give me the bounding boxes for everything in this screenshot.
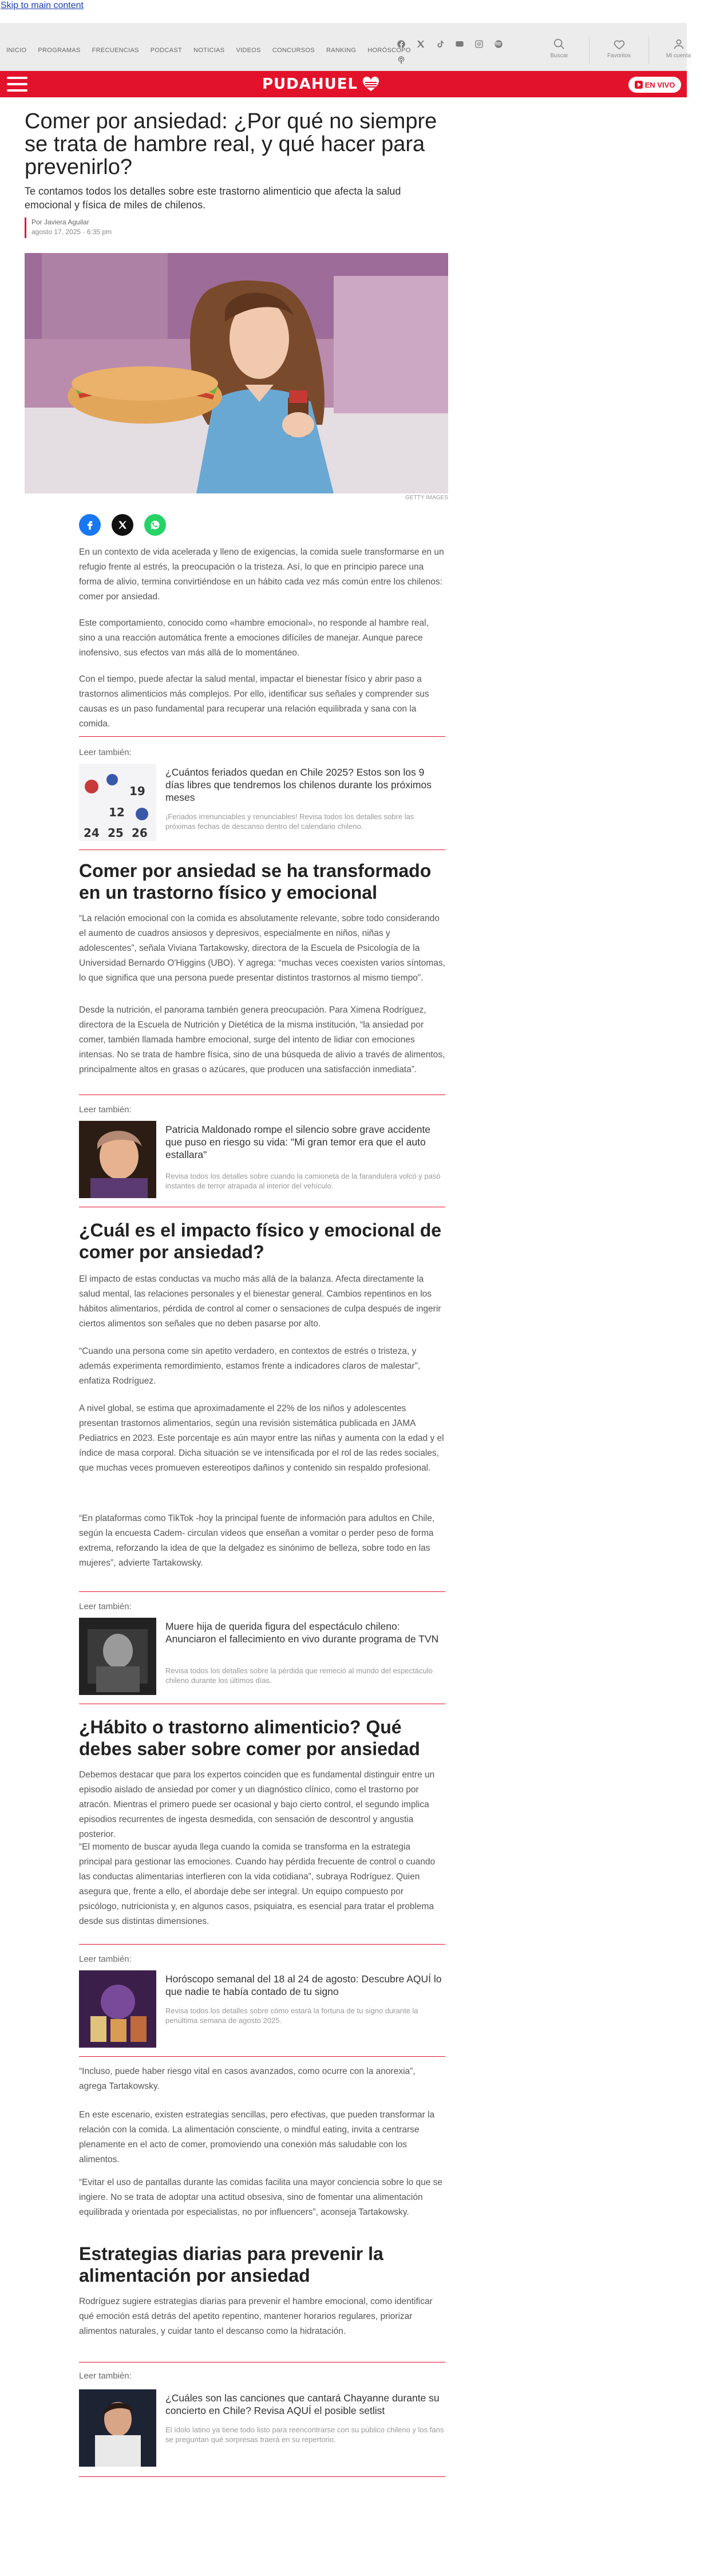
- read-also-thumbnail[interactable]: [79, 1618, 156, 1695]
- article-paragraph: “La relación emocional con la comida es absolutamente relevante, sobre todo considerando el aumento de cuadros ansiosos y depresivos, especialmente en niños, niñas y adolescentes”, señala Viviana Tartakowsky, directora de la Escuela de Psicología de la Universidad Bernardo O'Higgins (UBO). Y agrega: “muchas veces coexisten varios síntomas, lo que significa que una persona puede presentar distintos trastornos al mismo tiempo”.: [79, 914, 445, 983]
- social-links: [396, 39, 516, 65]
- brand-bar: [0, 71, 687, 97]
- read-also-card[interactable]: [79, 1970, 445, 2050]
- article-paragraph: Debemos destacar que para los expertos coinciden que es fundamental distinguir entre un episodio aislado de ansiedad por comer y un diagnóstico clínico, como el trastorno por atracón. Mientras el primero puede ser ocasional y bajo cierto control, el segundo implica episodios recurrentes de ingesta desmedida, con sensación de descontrol y angustia posterior.: [79, 1770, 435, 1839]
- nav-item-horoscopo[interactable]: HORÓSCOPO: [367, 47, 411, 54]
- article-paragraph: Rodríguez sugiere estrategias diarias para prevenir el hambre emocional, como identificar qué emoción está detrás del apetito repentino, mantener horarios regulares, priorizar alimentos naturales, y cuidar tanto el descanso como la hidratación.: [79, 2297, 433, 2336]
- top-actions: [529, 37, 708, 64]
- search-action[interactable]: [529, 37, 589, 64]
- tiktok-icon[interactable]: [435, 39, 445, 49]
- live-button-label: EN VIVO: [644, 80, 675, 89]
- read-also-thumbnail[interactable]: [79, 764, 156, 841]
- whatsapp-icon[interactable]: [144, 514, 166, 536]
- logo-text: PUDAHUEL: [262, 76, 358, 93]
- article-paragraph: En un contexto de vida acelerada y lleno de exigencias, la comida suele transformarse en un refugio frente al estrés, la preocupación o la tristeza. Así, lo que en principio parece una forma de alivio, termina convirtiéndose en un hábito cada vez más común entre los chilenos: comer por ansiedad.: [79, 547, 444, 602]
- favorites-action[interactable]: [589, 37, 648, 64]
- article-lead: Te contamos todos los detalles sobre este trastorno alimenticio que afecta la salud emocional y física de miles de chilenos.: [25, 185, 401, 211]
- divider: [79, 736, 445, 737]
- share-x-icon[interactable]: [112, 514, 133, 536]
- article-paragraph: Desde la nutrición, el panorama también genera preocupación. Para Ximena Rodríguez, directora de la Escuela de Nutrición y Dietética de la misma institución, “la ansiedad por comer, también llamada hambre emocional, surge del intento de lidiar con emociones intensas. No se trata de hambre física, sino de una búsqueda de alivio a través de alimentos, principalmente altos en grasas o azúcares, que producen una satisfacción inmediata”.: [79, 1005, 445, 1074]
- article-paragraph: Con el tiempo, puede afectar la salud mental, impactar el bienestar físico y abrir paso a trastornos alimenticios más complejos. Por ello, identificar sus señales y comprender sus causas es un paso fundamental para recuperar una relación equilibrada y sana con la comida.: [79, 674, 429, 729]
- divider: [79, 1944, 445, 1945]
- read-also-title[interactable]: Patricia Maldonado rompe el silencio sobre grave accidente que puso en riesgo su vida: "Mi gran temor era que el auto estallara": [165, 1124, 431, 1160]
- read-also-label: Leer también:: [79, 2371, 132, 2381]
- favorite-icon: [613, 38, 626, 50]
- read-also-description: Revisa todos los detalles sobre cómo estará la fortuna de tu signo durante la penúltima semana de agosto 2025.: [165, 2006, 418, 2025]
- top-nav: [5, 47, 417, 54]
- top-bar: [0, 23, 691, 71]
- read-also-description: Revisa todos los detalles sobre cuando la camioneta de la farandulera volcó y pasó instantes de terror atrapada al interior del vehículo.: [165, 1172, 441, 1190]
- nav-item-concursos[interactable]: CONCURSOS: [272, 47, 315, 54]
- heart-logo-icon: [361, 76, 381, 92]
- read-also-card[interactable]: [79, 2389, 445, 2470]
- calendar-number: 12: [109, 805, 125, 819]
- article-title: Comer por ansiedad: ¿Por qué no siempre se trata de hambre real, y qué hacer para prevenirlo?: [25, 109, 437, 179]
- nav-item-noticias[interactable]: NOTICIAS: [193, 47, 225, 54]
- article-paragraph: “Incluso, puede haber riesgo vital en casos avanzados, como ocurre con la anorexia”, agrega Tartakowsky.: [79, 2067, 416, 2091]
- play-icon: [635, 81, 643, 89]
- share-buttons: [79, 514, 166, 536]
- image-credit: GETTY IMAGES: [405, 495, 448, 501]
- article-date: agosto 17, 2025 · 6:35 pm: [31, 228, 112, 236]
- favorites-action-label: Favoritos: [607, 53, 631, 59]
- read-also-title[interactable]: Horóscopo semanal del 18 al 24 de agosto: Descubre AQUÍ lo que nadie te había contado de tu signo: [165, 1973, 442, 1997]
- article-paragraph: “En plataformas como TikTok -hoy la principal fuente de información para adultos en Chile, según la encuesta Cadem- circulan videos que enseñan a vomitar o perder peso de forma extrema, reforzando la idea de que la delgadez es sinónimo de belleza, sobre todo en las mujeres”, advierte Tartakowsky.: [79, 1514, 435, 1568]
- search-icon: [553, 38, 565, 50]
- search-action-label: Buscar: [550, 53, 568, 59]
- facebook-icon[interactable]: [396, 39, 406, 49]
- read-also-description: Revisa todos los detalles sobre la pérdida que remeció al mundo del espectáculo chileno durante los últimos días.: [165, 1666, 433, 1685]
- account-action-label: Mi cuenta: [666, 53, 691, 59]
- calendar-number: 25: [108, 826, 124, 840]
- read-also-description: ¡Feriados irrenunciables y renunciables! Revisa todos los detalles sobre las próximas fechas de descanso dentro del calendario chileno.: [165, 812, 414, 831]
- nav-item-videos[interactable]: VIDEOS: [236, 47, 261, 54]
- menu-icon[interactable]: [7, 77, 27, 92]
- read-also-card[interactable]: [79, 1618, 445, 1698]
- article-paragraph: En este escenario, existen estrategias sencillas, pero efectivas, que pueden transformar la relación con la comida. La alimentación consciente, o mindful eating, invita a centrarse plenamente en el acto de comer, promoviendo una conexión más saludable con los alimentos.: [79, 2110, 435, 2164]
- account-action[interactable]: [648, 37, 708, 64]
- article-paragraph: “El momento de buscar ayuda llega cuando la comida se transforma en la estrategia principal para gestionar las emociones. Cuando hay pérdida frecuente de control o cuando las conductas alimentarias interfieren con la vida cotidiana”, subraya Rodríguez. Quien asegura que, frente a ello, el abordaje debe ser integral. Un equipo compuesto por psicólogo, nutricionista y, en algunos casos, psiquiatra, es esencial para tratar el problema desde sus distintas dimensiones.: [79, 1842, 436, 1926]
- read-also-title[interactable]: Muere hija de querida figura del espectáculo chileno: Anunciaron el fallecimiento en vivo durante programa de TVN: [165, 1621, 439, 1645]
- article-paragraph: A nivel global, se estima que aproximadamente el 22% de los niños y adolescentes presentan trastornos alimentarios, según una revisión sistemática publicada en JAMA Pediatrics en 2023. Este porcentaje es aún mayor entre las niñas y aumenta con la edad y el índice de masa corporal. Dicha situación se ve intensificada por el rol de las redes sociales, que muchas veces promueven estereotipos dañinos y contenido sin respaldo profesional.: [79, 1404, 444, 1473]
- skip-to-content-link[interactable]: Skip to main content: [1, 1, 84, 10]
- calendar-number: 24: [84, 826, 100, 840]
- live-button[interactable]: [628, 77, 681, 93]
- nav-item-inicio[interactable]: INICIO: [6, 47, 27, 54]
- section-heading: ¿Cuál es el impacto físico y emocional de comer por ansiedad?: [79, 1220, 442, 1262]
- article-paragraph: “Cuando una persona come sin apetito verdadero, en contextos de estrés o tristeza, y además experimenta remordimiento, estamos frente a indicadores claros de malestar”, enfatiza Rodríguez.: [79, 1346, 421, 1386]
- divider: [79, 1591, 445, 1592]
- read-also-label: Leer también:: [79, 1602, 132, 1611]
- article-author[interactable]: Por Javiera Aguilar: [31, 218, 89, 226]
- read-also-label: Leer también:: [79, 1954, 132, 1964]
- nav-item-programas[interactable]: PROGRAMAS: [38, 47, 81, 54]
- section-heading: Estrategias diarias para prevenir la alimentación por ansiedad: [79, 2243, 383, 2286]
- instagram-icon[interactable]: [474, 39, 484, 49]
- read-also-thumbnail[interactable]: [79, 1121, 156, 1198]
- read-also-description: El ídolo latino ya tiene todo listo para reencontrarse con su público chileno y los fans se preguntan qué sorpresas traerá en su repertorio.: [165, 2425, 444, 2444]
- podcast-icon[interactable]: [396, 55, 406, 65]
- youtube-icon[interactable]: [454, 39, 465, 49]
- divider: [79, 2476, 445, 2477]
- read-also-card[interactable]: [79, 764, 445, 844]
- read-also-label: Leer también:: [79, 1105, 132, 1115]
- nav-item-podcast[interactable]: PODCAST: [150, 47, 183, 54]
- share-facebook-icon[interactable]: [79, 514, 101, 536]
- divider: [79, 2056, 445, 2057]
- calendar-number: 26: [132, 826, 148, 840]
- user-icon: [673, 38, 685, 50]
- read-also-title[interactable]: ¿Cuáles son las canciones que cantará Chayanne durante su concierto en Chile? Revisa AQUÍ el posible setlist: [165, 2392, 440, 2416]
- nav-item-ranking[interactable]: RANKING: [326, 47, 357, 54]
- article-paragraph: El impacto de estas conductas va mucho más allá de la balanza. Afecta directamente la salud mental, las relaciones personales y el bienestar general. Cambios repentinos en los hábitos alimentarios, pérdida de control al comer o sensaciones de culpa después de ingerir ciertos alimentos son señales que no deben pasarse por alto.: [79, 1274, 441, 1329]
- spotify-icon[interactable]: [493, 39, 504, 49]
- site-logo[interactable]: [262, 76, 381, 93]
- byline: [25, 218, 112, 238]
- hero-image: [25, 253, 448, 493]
- calendar-number: 19: [129, 784, 145, 798]
- article-paragraph: Este comportamiento, conocido como «hambre emocional», no responde al hambre real, sino a una reacción automática frente a emociones difíciles de manejar. Aunque parece inofensivo, sus efectos van más allá de lo momentáneo.: [79, 618, 429, 658]
- read-also-title[interactable]: ¿Cuántos feriados quedan en Chile 2025? Estos son los 9 días libres que tendremos los chilenos durante los próximos meses: [165, 767, 432, 803]
- article-paragraph: “Evitar el uso de pantallas durante las comidas facilita una mayor conciencia sobre lo que se ingiere. No se trata de adoptar una actitud obsesiva, sino de fomentar una alimentación equilibrada y orientada por especialistas, no por influencers”, aconseja Tartakowsky.: [79, 2178, 442, 2217]
- nav-item-frecuencias[interactable]: FRECUENCIAS: [92, 47, 139, 54]
- read-also-label: Leer también:: [79, 748, 132, 757]
- read-also-thumbnail[interactable]: [79, 2389, 156, 2467]
- read-also-card[interactable]: [79, 1121, 445, 1201]
- section-heading: ¿Hábito o trastorno alimenticio? Qué debes saber sobre comer por ansiedad: [79, 1717, 420, 1759]
- x-icon[interactable]: [416, 39, 426, 49]
- read-also-thumbnail[interactable]: [79, 1970, 156, 2048]
- section-heading: Comer por ansiedad se ha transformado en un trastorno físico y emocional: [79, 860, 432, 903]
